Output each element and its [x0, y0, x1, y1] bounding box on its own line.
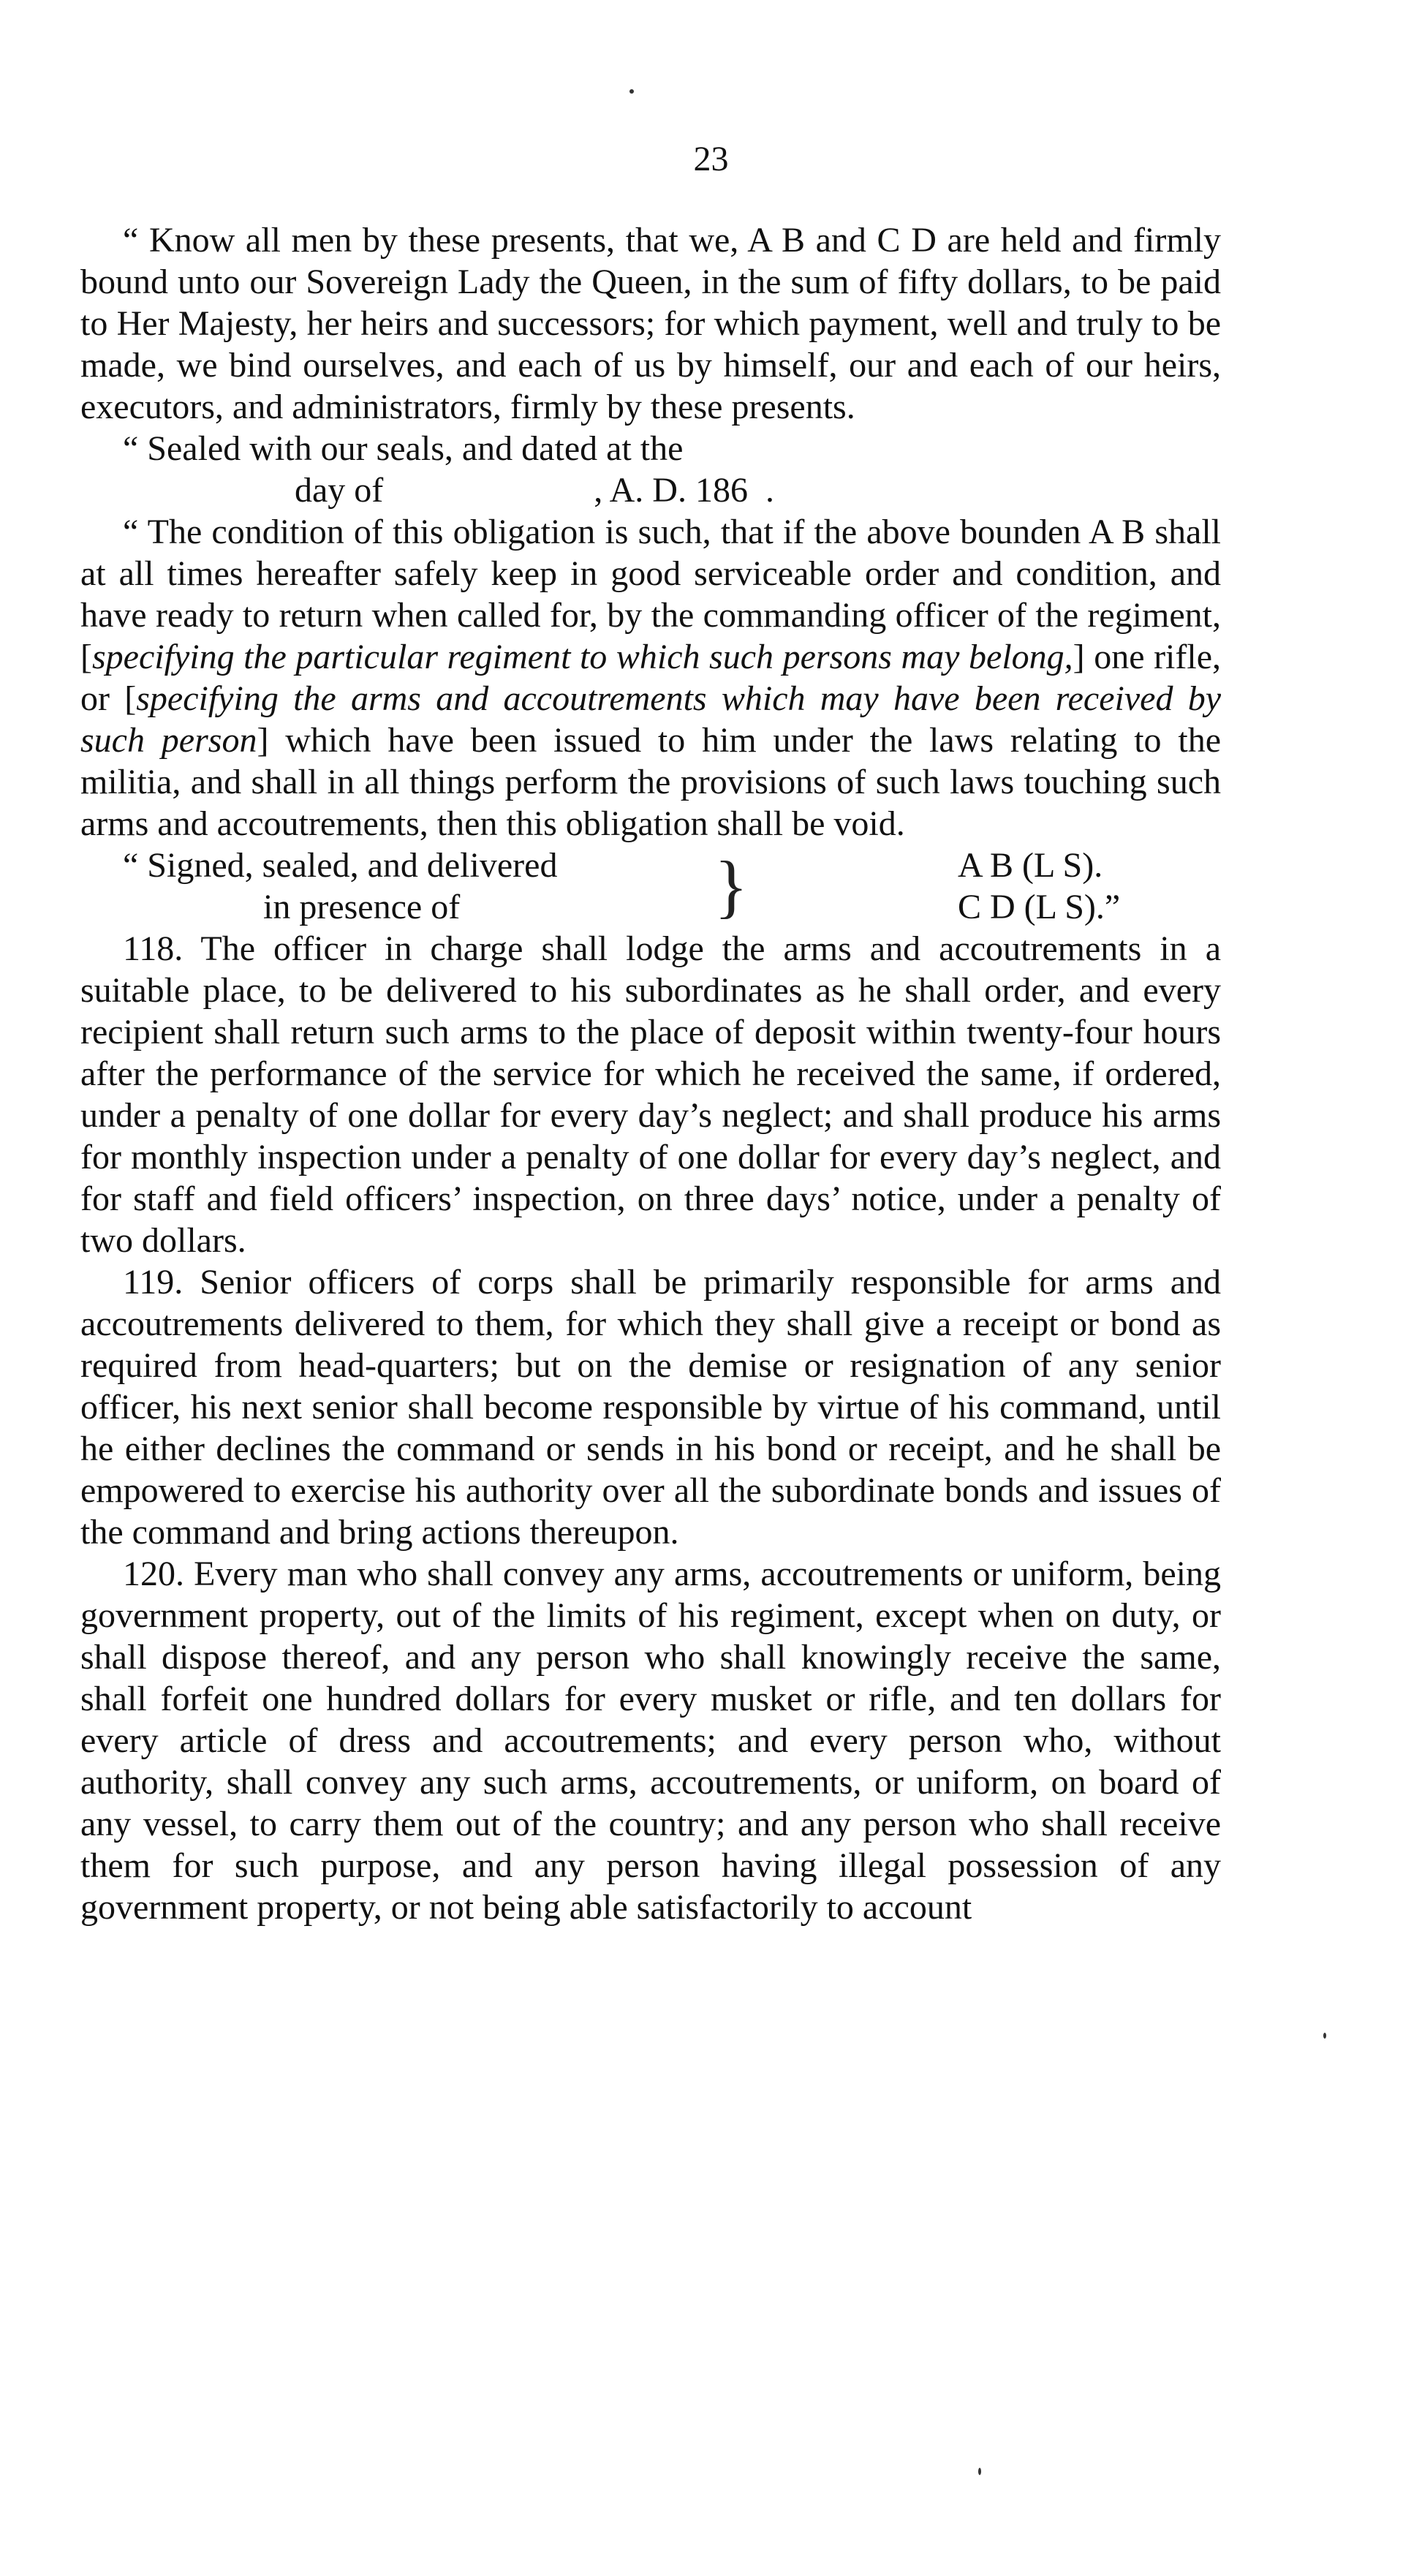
bond-paragraph-know-all-men: “ Know all men by these presents, that we, A B and C D are held and firmly bound unto our Sovereign Lady the Queen, in the sum of fifty dollars, to be paid to Her Majesty, her heirs and successors; for which payment, well and truly to be made, we bind ourselves, and each of us by himself, our and each of our heirs, executors, and administrators, firmly by these presents.: [80, 221, 1221, 426]
signature-ab: A B (L S).: [958, 846, 1103, 885]
condition-italic-2: specifying the arms and accoutrements which may have been received by such person: [80, 679, 1221, 760]
condition-text-1: “ The condition of this obligation is such, that if the above bounden A B shall at all times hereafter safely keep in good serviceable order and condition, and have ready to return when called for, by the commanding officer of the regiment, [: [80, 513, 1221, 676]
bond-paragraph-sealed: “ Sealed with our seals, and dated at the: [123, 429, 684, 468]
signature-parties: [753, 845, 1221, 928]
signed-sealed-delivered: “ Signed, sealed, and delivered: [123, 846, 558, 885]
in-presence-of: in presence of: [263, 888, 461, 926]
condition-text-3: ] which have been issued to him under the laws relating to the militia, and shall in all things perform the provisions of such laws touching such arms and accoutrements, then this obligation shall be void.: [80, 721, 1221, 843]
condition-text-2: ] one rifle, or [: [80, 638, 1222, 718]
condition-italic-1: specifying the particular regiment to which such persons may belong,: [91, 638, 1073, 676]
ink-speck: [629, 89, 634, 94]
section-118: 118. The officer in charge shall lodge the arms and accoutrements in a suitable place, to be delivered to his subordinates as he shall order, and every recipient shall return such arms to the place of deposit within twenty-four hours after the performance of the service for which he received the same, if ordered, under a penalty of one dollar for every day’s neglect; and shall produce his arms for monthly inspection under a penalty of one dollar for every day’s neglect, and for staff and field officers’ inspection, on three days’ notice, under a penalty of two dollars.: [80, 929, 1221, 1260]
ink-speck: [978, 2468, 981, 2475]
signature-cd: C D (L S).”: [958, 888, 1121, 926]
signature-block: [80, 845, 1221, 928]
section-119: 119. Senior officers of corps shall be primarily responsible for arms and accoutrements delivered to them, for which they shall give a receipt or bond as required from head-quarters; but on the demise or resignation of any senior officer, his next senior shall become responsible by virtue of his command, until he either declines the command or sends in his bond or receipt, and he shall be empowered to exercise his authority over all the subordinate bonds and issues of the command and bring actions thereupon.: [80, 1263, 1221, 1552]
brace-glyph: }: [714, 847, 749, 925]
section-120: 120. Every man who shall convey any arms, accoutrements or uniform, being government property, out of the limits of his regiment, except when on duty, or shall dispose thereof, and any person who shall knowingly receive the same, shall forfeit one hundred dollars for every musket or rifle, and ten dollars for every article of dress and accoutrements; and every person who, without authority, shall convey any such arms, accoutrements, or uniform, on board of any vessel, to carry them out of the country; and any person who shall receive them for such purpose, and any person having illegal possession of any government property, or not being able satisfactorily to account: [80, 1555, 1221, 1927]
ink-speck: [1323, 2033, 1326, 2039]
page-body: [80, 219, 1221, 1928]
bond-paragraph-condition: [80, 511, 1221, 845]
bond-date-line: day of , A. D. 186 .: [295, 471, 774, 510]
page-number: 23: [693, 140, 729, 178]
signature-witness: [80, 845, 709, 928]
